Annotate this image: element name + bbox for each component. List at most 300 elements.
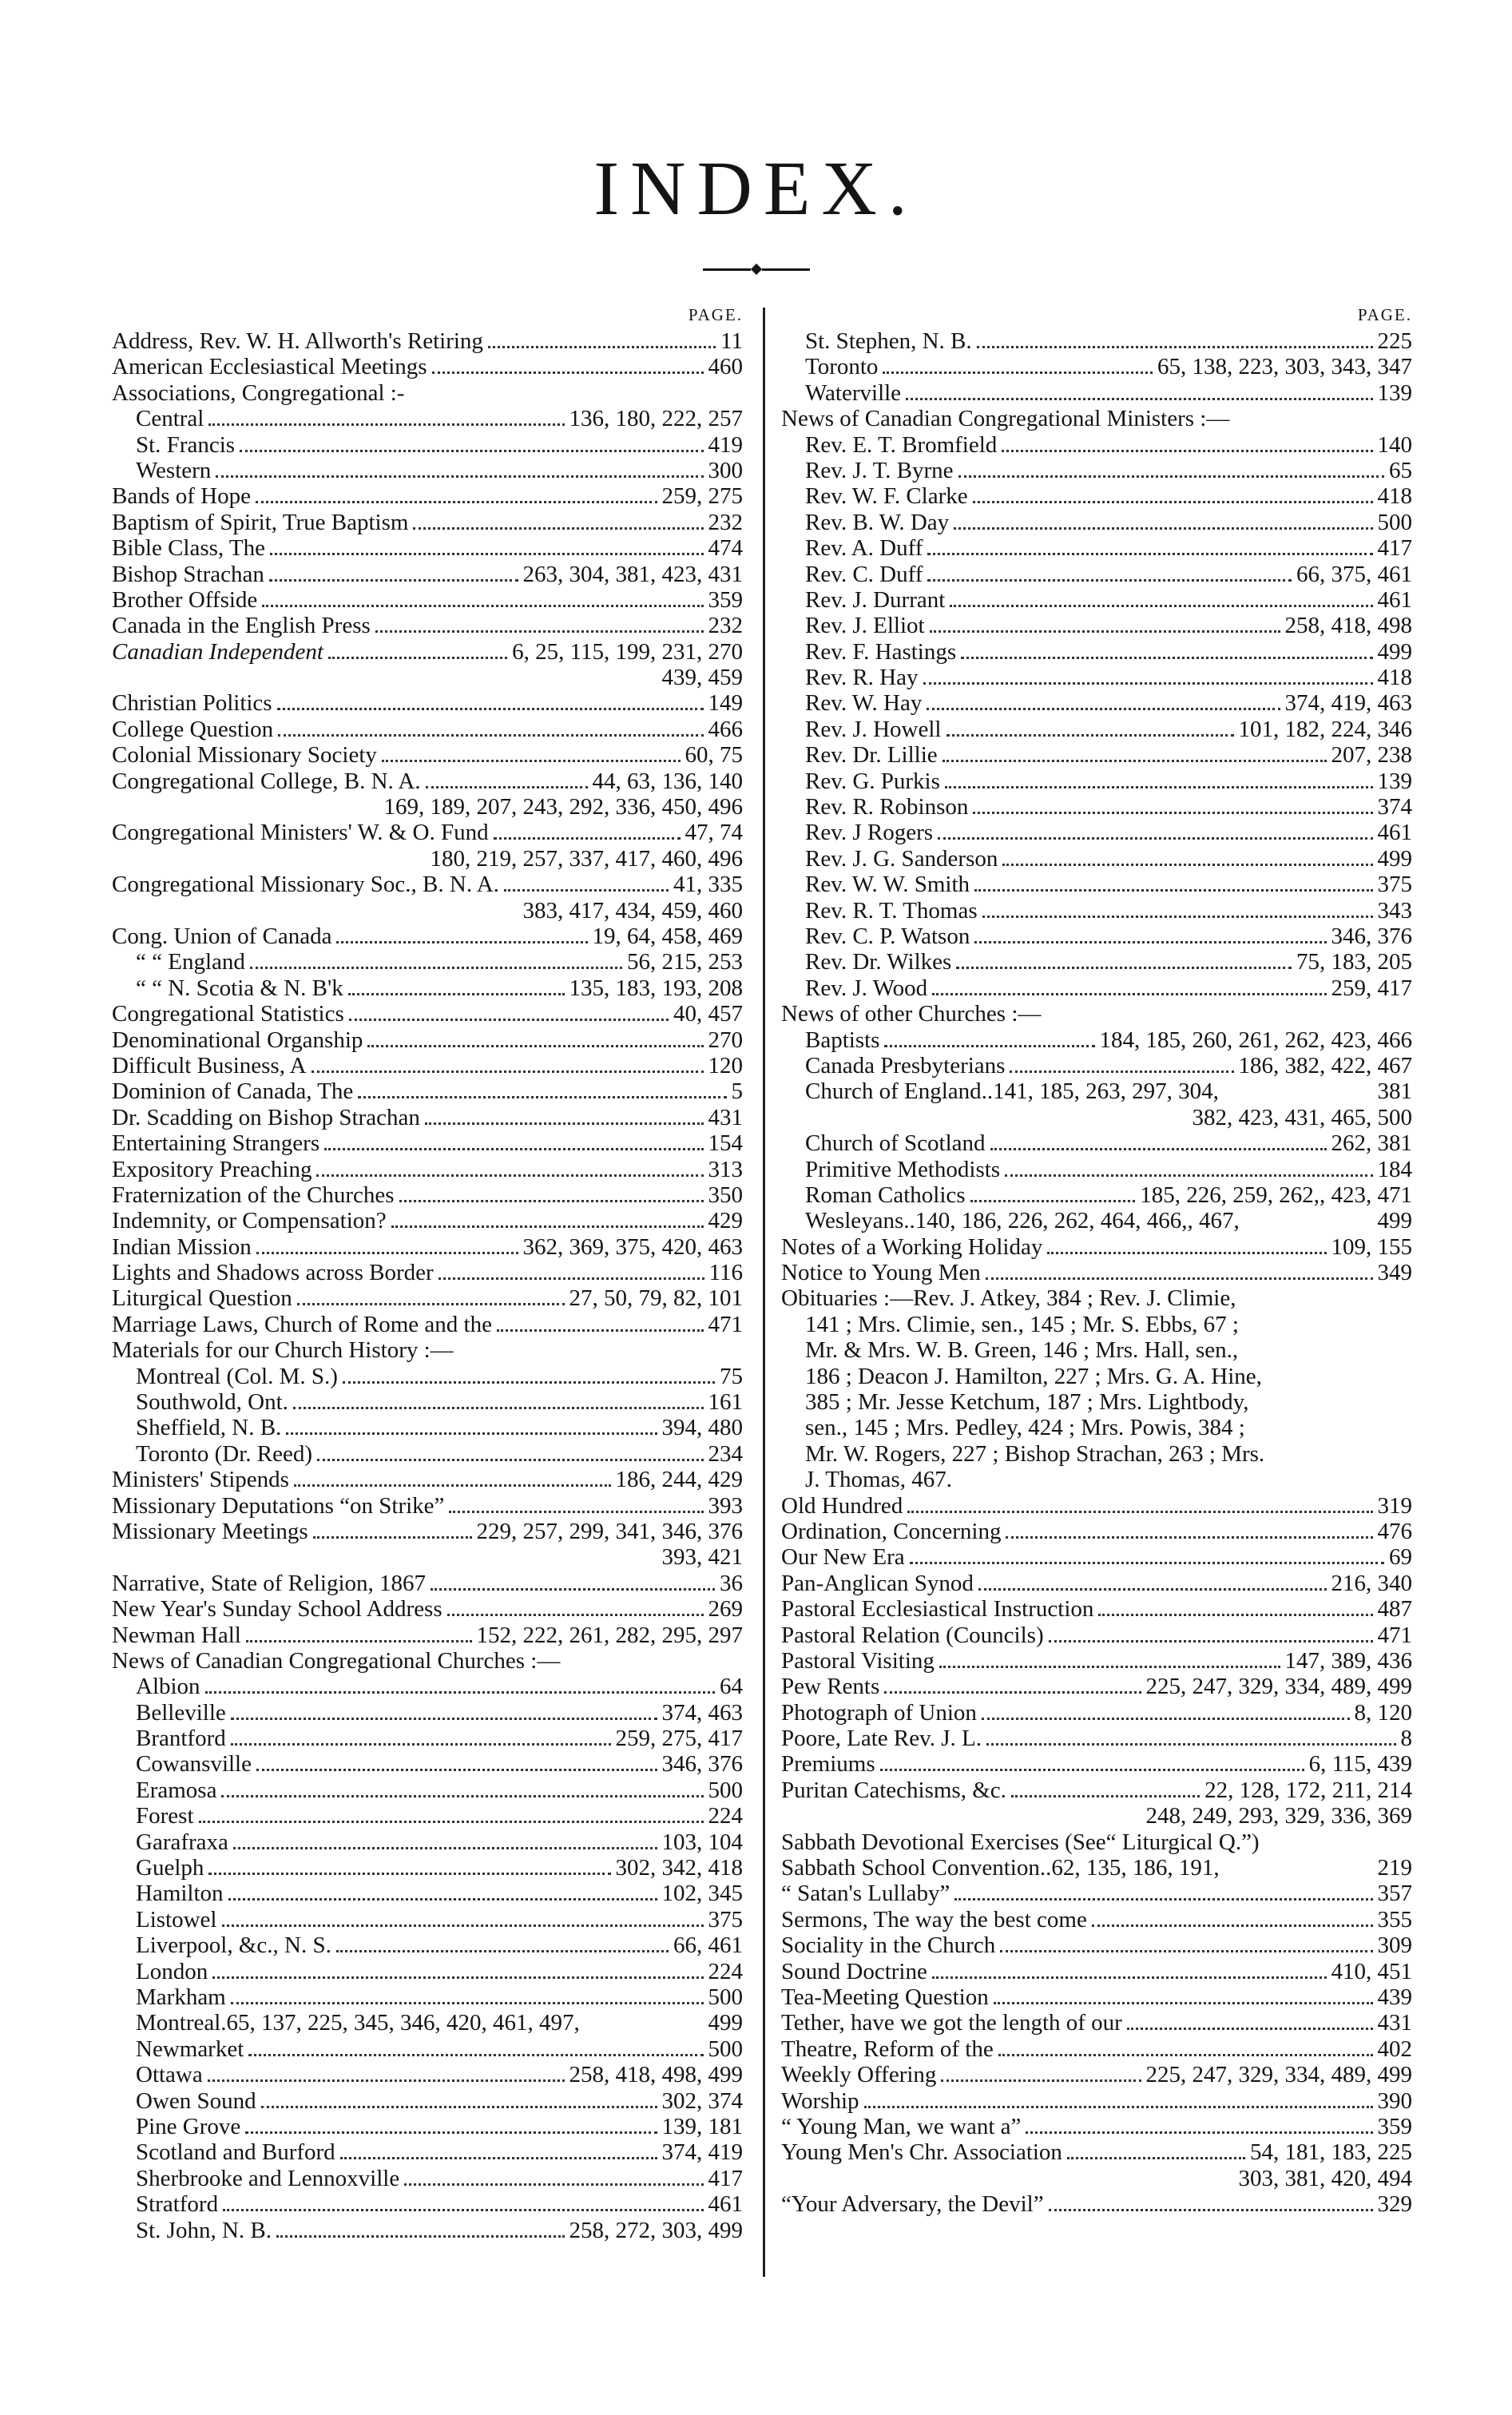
index-entry (781, 1519, 1412, 1544)
leader-dots (312, 1070, 704, 1073)
leader-dots (939, 1666, 1280, 1668)
index-entry (112, 1441, 743, 1467)
index-entry (781, 1648, 1412, 1674)
entry-label: Rev. R. Hay (805, 665, 919, 691)
entry-label: Newmarket (136, 2036, 244, 2062)
index-entry (112, 1932, 743, 1958)
entry-label: Church of Scotland (805, 1130, 986, 1157)
entry-label: Rev. Dr. Lillie (805, 742, 938, 769)
entry-label: Rev. R. Robinson (805, 794, 969, 820)
entry-label: Cowansville (136, 1751, 252, 1777)
entry-label: Young Men's Chr. Association (781, 2139, 1062, 2166)
leader-dots (880, 1769, 1304, 1771)
entry-pages: 499 (1377, 1208, 1412, 1234)
leader-dots (998, 2054, 1373, 2056)
leader-dots (328, 657, 507, 659)
entry-pages: 374, 463 (661, 1699, 743, 1726)
index-entry (781, 2191, 1412, 2217)
entry-pages: 149 (708, 690, 743, 717)
entry-pages: 185, 226, 259, 262,, 423, 471 (1140, 1182, 1412, 1208)
index-entry (112, 2036, 743, 2062)
index-entry (781, 1751, 1412, 1777)
entry-label: Rev. J. Durrant (805, 586, 946, 613)
leader-dots (399, 1200, 704, 1202)
leader-dots (910, 1562, 1384, 1564)
leader-dots (449, 1511, 703, 1513)
entry-pages: 362, 369, 375, 420, 463 (522, 1233, 743, 1260)
entry-pages: 135, 183, 193, 208 (569, 975, 743, 1001)
leader-dots (884, 1691, 1141, 1694)
index-entry (112, 1234, 743, 1260)
entry-pages: 418 (1377, 483, 1412, 510)
index-entry (781, 2139, 1412, 2165)
entry-label: 141 ; Mrs. Climie, sen., 145 ; Mr. S. Ebbs, 67 ; (805, 1311, 1239, 1337)
leader-dots (221, 1795, 703, 1797)
index-entry (112, 1751, 743, 1777)
entry-label: Pan-Anglican Synod (781, 1570, 974, 1596)
entry-pages: 248, 249, 293, 329, 336, 369 (1145, 1803, 1412, 1829)
entry-pages: 41, 335 (673, 872, 743, 898)
entry-pages: 186, 244, 429 (615, 1467, 743, 1493)
leader-dots (269, 579, 518, 582)
entry-pages: 383, 417, 434, 459, 460 (522, 897, 743, 923)
entry-pages: 382, 423, 431, 465, 500 (1192, 1104, 1412, 1130)
leader-dots (1049, 2209, 1373, 2211)
leader-dots (497, 1329, 704, 1332)
leader-dots (245, 2131, 657, 2134)
index-entry (781, 2036, 1412, 2062)
entry-pages: 152, 222, 261, 282, 295, 297 (476, 1622, 743, 1648)
leader-dots (391, 1225, 704, 1228)
entry-label: New Year's Sunday School Address (112, 1596, 442, 1623)
entry-label: Brantford (136, 1726, 226, 1752)
index-entry (112, 1208, 743, 1233)
index-entry (781, 562, 1412, 587)
entry-label: Pastoral Relation (Councils) (781, 1622, 1044, 1648)
entry-label: Bands of Hope (112, 483, 251, 510)
index-entry (781, 872, 1412, 897)
entry-pages: 207, 238 (1331, 742, 1412, 769)
entry-label: Rev. J. T. Byrne (805, 457, 954, 483)
column-divider (763, 308, 765, 2277)
entry-label: Notice to Young Men (781, 1260, 981, 1286)
index-entry (112, 1907, 743, 1932)
entry-label: Ministers' Stipends (112, 1467, 289, 1493)
entry-label: Rev. Dr. Wilkes (805, 949, 952, 975)
index-entry (112, 1157, 743, 1182)
leader-dots (973, 501, 1373, 503)
entry-label: Pastoral Ecclesiastical Instruction (781, 1596, 1094, 1623)
leader-dots (958, 475, 1384, 478)
leader-dots (208, 1873, 610, 1875)
index-entry (112, 1182, 743, 1208)
index-entry (781, 1932, 1412, 1958)
index-entry (781, 1105, 1412, 1130)
entry-label: Canadian Independent (112, 638, 323, 665)
entry-label: Newman Hall (112, 1622, 241, 1648)
entry-label: London (136, 1958, 208, 1984)
leader-dots (349, 1019, 669, 1021)
leader-dots (297, 1303, 565, 1305)
entry-label: College Question (112, 716, 274, 742)
index-entry (781, 2010, 1412, 2036)
leader-dots (1000, 1950, 1372, 1952)
leader-dots (233, 1847, 657, 1849)
entry-label: Mr. W. Rogers, 227 ; Bishop Strachan, 263 ; Mrs. (805, 1440, 1265, 1467)
leader-dots (488, 346, 716, 348)
entry-label: Rev. B. W. Day (805, 509, 950, 535)
entry-pages: 355 (1377, 1906, 1412, 1932)
entry-label: St. Francis (136, 431, 236, 458)
leader-dots (923, 682, 1373, 685)
entry-label: Brother Offside (112, 586, 258, 613)
entry-label: Entertaining Strangers (112, 1130, 320, 1157)
index-entry (781, 1260, 1412, 1285)
entry-pages: 357 (1377, 1881, 1412, 1907)
index-entry (112, 1777, 743, 1803)
leader-dots (930, 630, 1280, 633)
leader-dots (262, 605, 703, 607)
index-entry (112, 1337, 743, 1363)
entry-label: Congregational Ministers' W. & O. Fund (112, 820, 489, 846)
entry-pages: 66, 461 (673, 1932, 743, 1959)
leader-dots (1047, 1252, 1326, 1254)
entry-pages: 5 (731, 1078, 743, 1105)
entry-pages: 439, 459 (661, 665, 743, 691)
index-entry (112, 1674, 743, 1699)
entry-label: Rev. C. Duff (805, 561, 923, 587)
entry-pages: 309 (1377, 1932, 1412, 1959)
entry-pages: 258, 272, 303, 499 (569, 2217, 743, 2243)
entry-pages: 8 (1400, 1726, 1412, 1752)
entry-pages: 410, 451 (1331, 1958, 1412, 1984)
leader-dots (231, 1718, 657, 1720)
entry-label: Rev. A. Duff (805, 535, 923, 562)
index-entry (112, 2088, 743, 2114)
leader-dots (261, 2106, 657, 2108)
entry-label: “ “ England (136, 949, 245, 975)
entry-label: Denominational Organship (112, 1027, 363, 1053)
entry-label: Rev. C. P. Watson (805, 923, 970, 949)
entry-pages: 234 (708, 1440, 743, 1467)
leader-dots (223, 2209, 703, 2211)
entry-label: Narrative, State of Religion, 1867 (112, 1570, 427, 1596)
index-entry (781, 1959, 1412, 1984)
entry-pages: 60, 75 (685, 742, 743, 769)
leader-dots (336, 941, 587, 943)
entry-pages: 476 (1377, 1518, 1412, 1544)
entry-pages: 359 (708, 586, 743, 613)
entry-label: Premiums (781, 1751, 875, 1777)
index-entry (781, 1182, 1412, 1208)
entry-pages: 349 (1377, 1260, 1412, 1286)
leader-dots (927, 553, 1372, 555)
leader-dots (950, 605, 1372, 607)
index-entry (112, 1493, 743, 1519)
leader-dots (982, 1718, 1350, 1720)
page-column-header: PAGE. (688, 305, 743, 324)
leader-dots (256, 1252, 518, 1254)
entry-label: Address, Rev. W. H. Allworth's Retiring (112, 328, 483, 354)
entry-pages: 487 (1377, 1596, 1412, 1623)
title-ornament (0, 257, 1512, 278)
index-entry (781, 1312, 1412, 1337)
leader-dots (938, 837, 1372, 840)
leader-dots (348, 993, 565, 995)
leader-dots (413, 527, 703, 530)
entry-pages: 184 (1377, 1156, 1412, 1182)
entry-label: Forest (136, 1803, 194, 1829)
index-entry (781, 1415, 1412, 1440)
index-entry (112, 1027, 743, 1053)
entry-pages: 500 (708, 2036, 743, 2062)
entry-pages: 262, 381 (1331, 1130, 1412, 1157)
index-entry (112, 1364, 743, 1389)
entry-pages: 258, 418, 498 (1284, 613, 1412, 639)
leader-dots (293, 1407, 704, 1409)
entry-pages: 346, 376 (1331, 923, 1412, 949)
leader-dots (954, 527, 1372, 530)
leader-dots (382, 760, 681, 762)
entry-pages: 54, 181, 183, 225 (1250, 2139, 1412, 2166)
entry-pages: 116 (708, 1260, 743, 1286)
entry-pages: 359 (1377, 2113, 1412, 2139)
entry-label: Bishop Strachan (112, 561, 264, 587)
index-entry (112, 1053, 743, 1078)
leader-dots (1049, 1640, 1373, 1642)
index-entry (781, 1285, 1412, 1311)
entry-pages: 394, 480 (661, 1415, 743, 1441)
entry-label: Baptism of Spirit, True Baptism (112, 509, 409, 535)
index-entry (112, 432, 743, 458)
leader-dots (231, 1743, 611, 1746)
index-entry (112, 1700, 743, 1726)
leader-dots (970, 1200, 1136, 1202)
entry-pages: 66, 375, 461 (1296, 561, 1412, 587)
leader-dots (313, 1536, 472, 1539)
index-entry (112, 1389, 743, 1415)
entry-label: Poore, Late Rev. J. L. (781, 1726, 982, 1752)
entry-label: Southwold, Ont. (136, 1389, 288, 1416)
entry-pages: 258, 418, 498, 499 (569, 2062, 743, 2088)
leader-dots (986, 1743, 1395, 1746)
index-entry (781, 1777, 1412, 1803)
entry-label: Rev. W. W. Smith (805, 872, 970, 898)
entry-pages: 499 (1377, 845, 1412, 872)
entry-label: Missionary Meetings (112, 1518, 308, 1544)
entry-label: Pew Rents (781, 1674, 880, 1700)
index-entry (112, 2191, 743, 2217)
entry-pages: 69 (1389, 1544, 1412, 1571)
entry-label: Owen Sound (136, 2087, 256, 2114)
entry-label: Mr. & Mrs. W. B. Green, 146 ; Mrs. Hall, sen., (805, 1337, 1239, 1364)
entry-label: Rev. J. Wood (805, 975, 928, 1001)
entry-label: “ “ N. Scotia & N. B'k (136, 975, 343, 1001)
entry-label: “Your Adversary, the Devil” (781, 2191, 1044, 2218)
entry-label: News of Canadian Congregational Churches :— (112, 1647, 561, 1674)
index-entry (781, 2166, 1412, 2191)
entry-pages: 102, 345 (661, 1881, 743, 1907)
leader-dots (954, 1898, 1372, 1901)
entry-label: Western (136, 457, 212, 483)
index-entry (781, 1208, 1412, 1233)
entry-pages: 303, 381, 420, 494 (1238, 2165, 1412, 2191)
index-entry (112, 846, 743, 872)
index-entry (112, 639, 743, 665)
entry-pages: 374 (1377, 794, 1412, 820)
index-entry (781, 1364, 1412, 1389)
entry-label: Difficult Business, A (112, 1052, 307, 1078)
entry-pages: 65 (1389, 457, 1412, 483)
index-entry (781, 1001, 1412, 1027)
leader-dots (286, 1432, 657, 1435)
index-entry (781, 1544, 1412, 1570)
index-entry (781, 1855, 1412, 1881)
leader-dots (946, 734, 1234, 737)
leader-dots (941, 2079, 1141, 2082)
index-entry (781, 1803, 1412, 1829)
leader-dots (439, 1277, 704, 1280)
leader-dots (1002, 864, 1372, 866)
entry-label: Pastoral Visiting (781, 1647, 935, 1674)
entry-label: Sabbath School Convention..62, 135, 186, 191, (781, 1855, 1220, 1881)
entry-label: Marriage Laws, Church of Rome and the (112, 1311, 492, 1337)
leader-dots (294, 1484, 611, 1487)
leader-dots (986, 1277, 1373, 1280)
entry-label: Colonial Missionary Society (112, 742, 377, 769)
entry-pages: 44, 63, 136, 140 (592, 768, 743, 794)
index-entry (112, 1001, 743, 1027)
entry-pages: 431 (708, 1104, 743, 1130)
leader-dots (231, 2002, 704, 2004)
entry-pages: 186, 382, 422, 467 (1238, 1052, 1412, 1078)
leader-dots (907, 1511, 1372, 1513)
leader-dots (343, 1381, 715, 1384)
leader-dots (974, 889, 1372, 892)
entry-pages: 393, 421 (661, 1544, 743, 1571)
entry-pages: 224 (708, 1958, 743, 1984)
page-column-header: PAGE. (1357, 305, 1412, 324)
entry-label: Albion (136, 1674, 200, 1700)
entry-pages: 147, 389, 436 (1284, 1647, 1412, 1674)
entry-pages: 225, 247, 329, 334, 489, 499 (1145, 2062, 1412, 2088)
index-entry (112, 2114, 743, 2139)
index-entry (112, 1519, 743, 1544)
entry-label: Missionary Deputations “on Strike” (112, 1492, 445, 1519)
index-entry (781, 690, 1412, 716)
entry-pages: 225 (1377, 328, 1412, 354)
index-entry (781, 406, 1412, 431)
entry-label: Ordination, Concerning (781, 1518, 1002, 1544)
index-entry (112, 2218, 743, 2243)
entry-pages: 300 (708, 457, 743, 483)
entry-label: Indemnity, or Compensation? (112, 1208, 387, 1234)
entry-label: Listowel (136, 1906, 217, 1932)
index-entry (781, 820, 1412, 845)
entry-pages: 216, 340 (1331, 1570, 1412, 1596)
entry-pages: 64 (720, 1674, 743, 1700)
entry-pages: 56, 215, 253 (627, 949, 743, 975)
entry-label: Rev. F. Hastings (805, 638, 957, 665)
leader-dots (927, 579, 1292, 582)
entry-pages: 302, 374 (661, 2087, 743, 2114)
leader-dots (216, 475, 703, 478)
entry-label: Guelph (136, 1855, 204, 1881)
index-entry (781, 1700, 1412, 1726)
index-entry (112, 1881, 743, 1906)
leader-dots (447, 1614, 704, 1616)
entry-label: Associations, Congregational :- (112, 379, 405, 406)
entry-pages: 6, 25, 115, 199, 231, 270 (512, 638, 743, 665)
index-entry (781, 975, 1412, 1001)
entry-pages: 8, 120 (1354, 1699, 1412, 1726)
index-entry (112, 872, 743, 897)
index-entry (781, 898, 1412, 923)
entry-label: Our New Era (781, 1544, 905, 1571)
entry-pages: 263, 304, 381, 423, 431 (522, 561, 743, 587)
entry-label: Old Hundred (781, 1492, 903, 1519)
index-entry (112, 1571, 743, 1596)
entry-pages: 259, 275, 417 (615, 1726, 743, 1752)
index-entry (781, 328, 1412, 354)
index-entry (112, 949, 743, 975)
index-entry (781, 1829, 1412, 1855)
index-entry (112, 613, 743, 638)
index-entry (781, 510, 1412, 535)
entry-label: Expository Preaching (112, 1156, 312, 1182)
entry-pages: 329 (1377, 2191, 1412, 2218)
entry-pages: 393 (708, 1492, 743, 1519)
entry-pages: 184, 185, 260, 261, 262, 423, 466 (1099, 1027, 1412, 1053)
entry-pages: 40, 457 (673, 1001, 743, 1027)
entry-pages: 346, 376 (661, 1751, 743, 1777)
entry-label: J. Thomas, 467. (805, 1467, 952, 1493)
leader-dots (248, 2054, 703, 2056)
index-entry (112, 562, 743, 587)
index-entry (781, 1907, 1412, 1932)
index-entry (112, 717, 743, 742)
leader-dots (1005, 1174, 1372, 1177)
entry-label: Congregational Missionary Soc., B. N. A. (112, 872, 499, 898)
entry-label: Dr. Scadding on Bishop Strachan (112, 1104, 420, 1130)
index-entry (112, 2166, 743, 2191)
entry-pages: 417 (1377, 535, 1412, 562)
entry-pages: 374, 419 (661, 2139, 743, 2166)
index-entry (112, 923, 743, 949)
entry-pages: 101, 182, 224, 346 (1238, 716, 1412, 742)
index-entry (781, 1726, 1412, 1751)
entry-label: Garafraxa (136, 1829, 228, 1855)
entry-label: 186 ; Deacon J. Hamilton, 227 ; Mrs. G. A. Hine, (805, 1363, 1262, 1389)
leader-dots (884, 1045, 1094, 1047)
entry-pages: 302, 342, 418 (615, 1855, 743, 1881)
entry-label: Fraternization of the Churches (112, 1182, 395, 1208)
entry-pages: 343 (1377, 897, 1412, 923)
index-entry (112, 1596, 743, 1622)
entry-label: Toronto (805, 354, 879, 380)
entry-label: News of Canadian Congregational Ministers :— (781, 406, 1230, 432)
leader-dots (358, 1096, 726, 1098)
entry-pages: 232 (708, 613, 743, 639)
index-entry (781, 1984, 1412, 2010)
entry-label: Belleville (136, 1699, 226, 1726)
entry-pages: 461 (1377, 820, 1412, 846)
leader-dots (375, 630, 704, 633)
index-entry (781, 742, 1412, 768)
entry-label: Rev. W. Hay (805, 690, 923, 717)
leader-dots (367, 1045, 703, 1047)
entry-label: Scotland and Burford (136, 2139, 335, 2166)
